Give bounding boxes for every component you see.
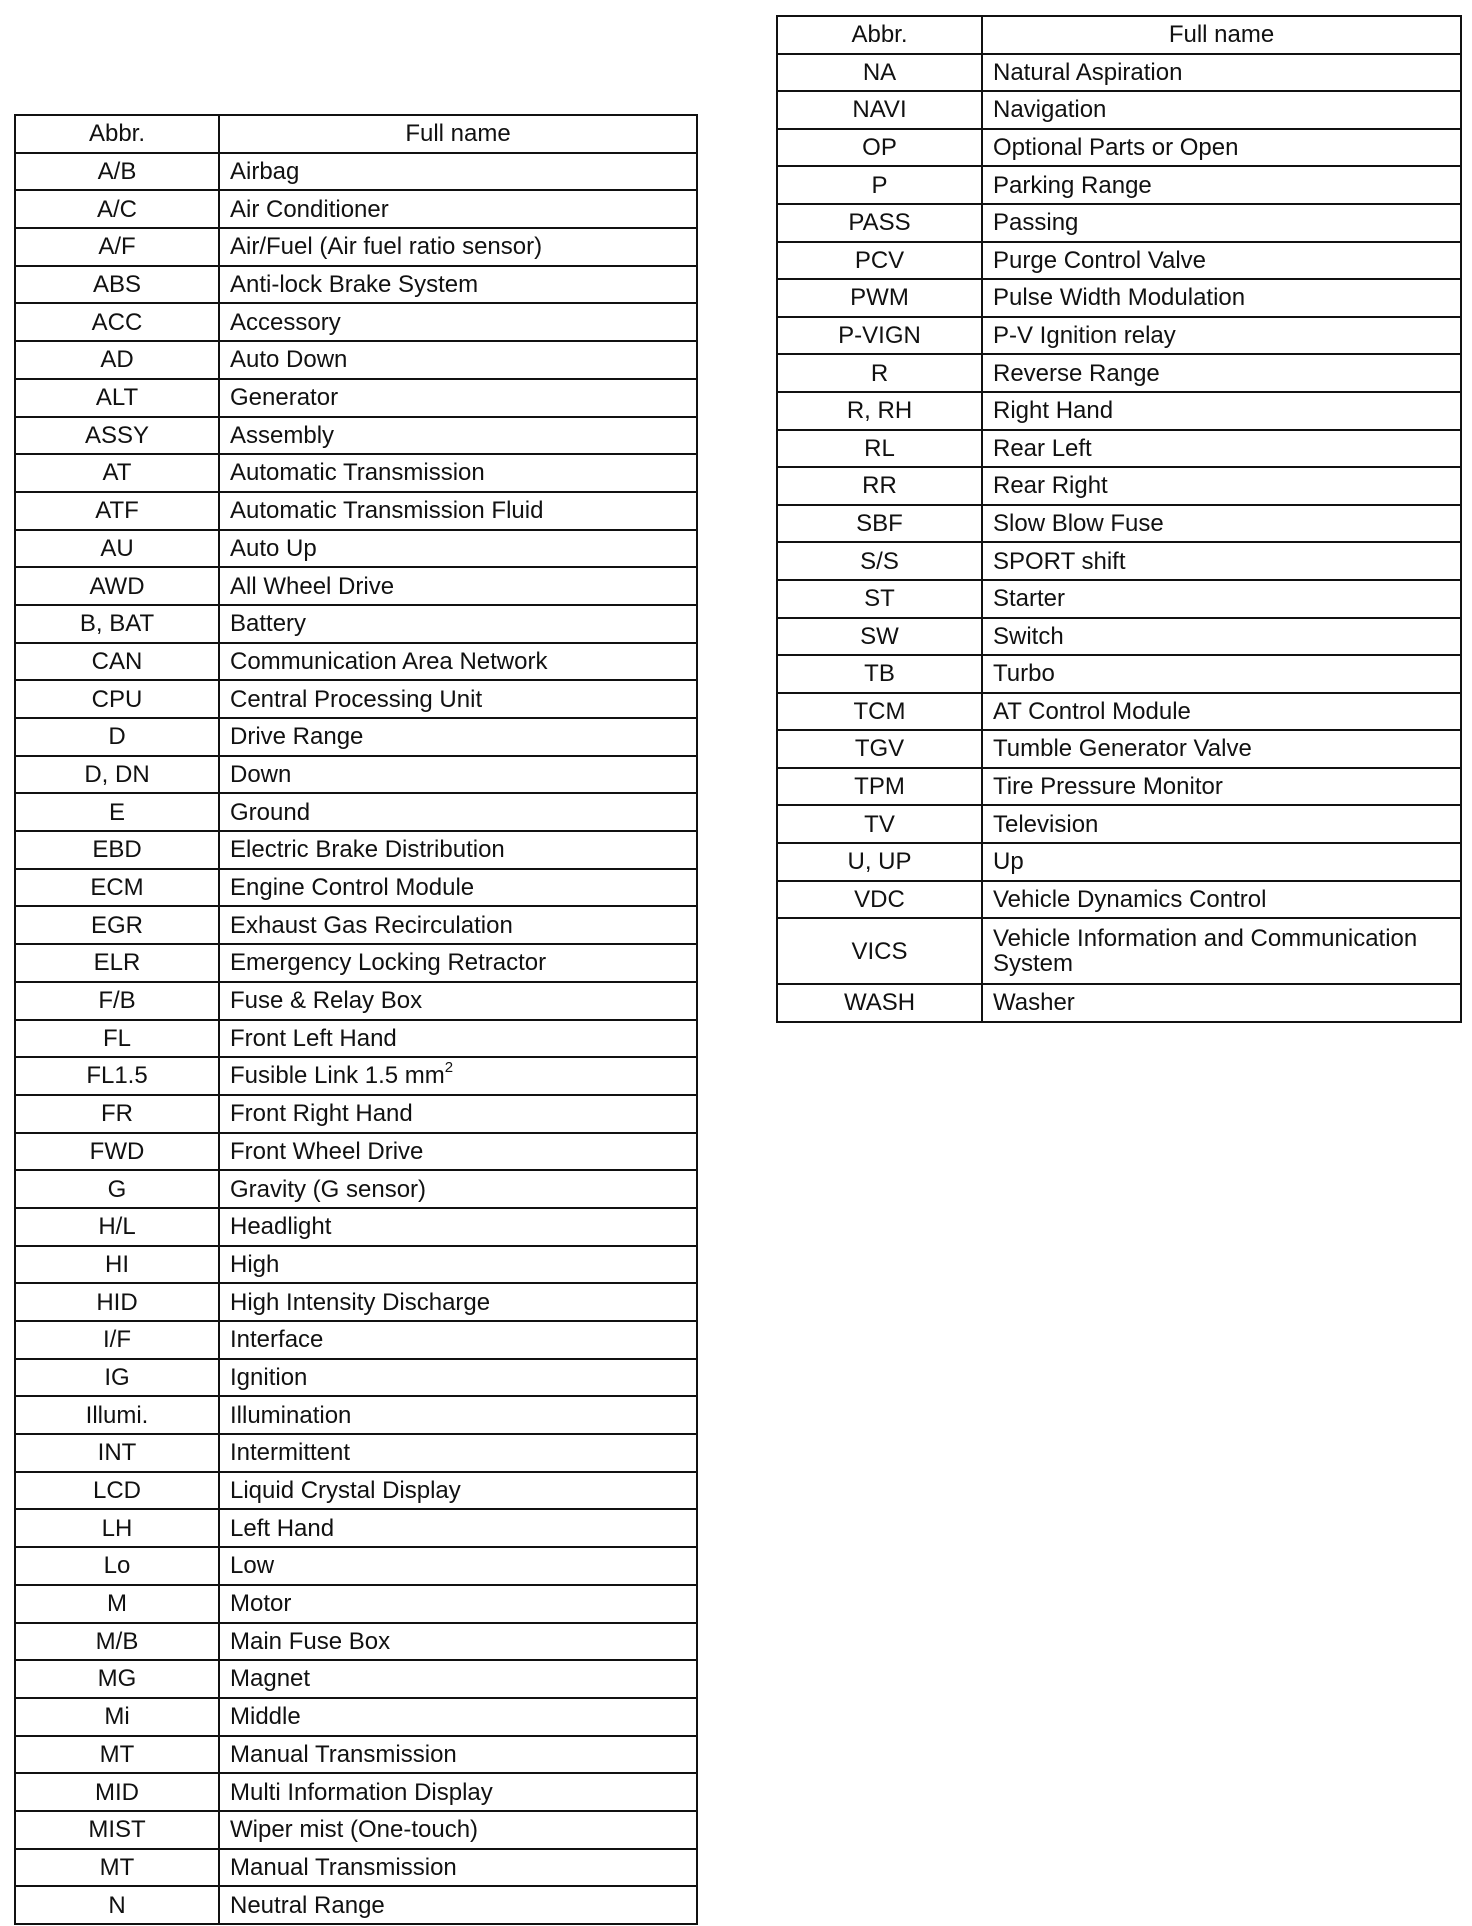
abbreviation-cell: P-VIGN [777,317,982,355]
full-name-cell: Left Hand [219,1509,697,1547]
table-header-row [15,115,697,153]
abbreviation-cell: SW [777,618,982,656]
abbreviation-cell: VDC [777,881,982,919]
table-row [777,430,1461,468]
table-row [777,129,1461,167]
full-name-cell: Generator [219,379,697,417]
abbreviation-cell: TCM [777,693,982,731]
abbreviation-cell: INT [15,1434,219,1472]
table-row [15,906,697,944]
table-row [15,530,697,568]
full-name-cell: Slow Blow Fuse [982,505,1461,543]
table-row [15,718,697,756]
abbreviation-cell: TGV [777,730,982,768]
table-row [777,984,1461,1022]
full-name-cell: P-V Ignition relay [982,317,1461,355]
full-name-cell: Down [219,756,697,794]
full-name-cell: Wiper mist (One-touch) [219,1811,697,1849]
abbr-column-header: Abbr. [15,115,219,153]
full-name-text: Fusible Link 1.5 mm [230,1062,445,1090]
abbreviation-cell: SBF [777,505,982,543]
table-row [15,1170,697,1208]
full-name-cell: Interface [219,1321,697,1359]
full-name-cell: Vehicle Dynamics Control [982,881,1461,919]
full-name-cell: Ground [219,793,697,831]
table-row [777,392,1461,430]
abbreviation-cell: WASH [777,984,982,1022]
table-row [777,467,1461,505]
abbr-column-header: Abbr. [777,16,982,54]
full-name-cell: Drive Range [219,718,697,756]
full-name-column-header: Full name [982,16,1461,54]
full-name-cell: Engine Control Module [219,869,697,907]
table-row [15,1020,697,1058]
table-row [777,505,1461,543]
full-name-cell: Main Fuse Box [219,1623,697,1661]
full-name-cell: Manual Transmission [219,1849,697,1887]
full-name-cell: Air/Fuel (Air fuel ratio sensor) [219,228,697,266]
table-row [15,1660,697,1698]
table-row [777,805,1461,843]
table-row [15,1736,697,1774]
table-row [15,1095,697,1133]
abbreviation-rows [15,153,697,1924]
table-row [15,1849,697,1887]
abbreviation-cell: MT [15,1849,219,1887]
full-name-cell: Navigation [982,91,1461,129]
full-name-cell: Reverse Range [982,354,1461,392]
table-row [777,204,1461,242]
table-row [777,542,1461,580]
abbreviation-cell: PWM [777,279,982,317]
full-name-cell: Magnet [219,1660,697,1698]
full-name-cell: Front Left Hand [219,1020,697,1058]
table-row [15,1434,697,1472]
abbreviation-cell: MT [15,1736,219,1774]
abbreviation-cell: NA [777,54,982,92]
full-name-cell: Auto Up [219,530,697,568]
abbreviation-cell: N [15,1886,219,1924]
table-row [15,869,697,907]
full-name-cell: Automatic Transmission Fluid [219,492,697,530]
table-row [15,982,697,1020]
table-row [15,379,697,417]
abbreviation-cell: NAVI [777,91,982,129]
abbreviation-table-left [14,114,698,1925]
full-name-cell: Motor [219,1585,697,1623]
table-row [15,605,697,643]
abbreviation-cell: HID [15,1283,219,1321]
full-name-cell: SPORT shift [982,542,1461,580]
abbreviation-cell: IG [15,1359,219,1397]
full-name-cell: Multi Information Display [219,1773,697,1811]
table-row [15,1585,697,1623]
table-row [15,944,697,982]
full-name-cell: AT Control Module [982,693,1461,731]
table-row [777,354,1461,392]
full-name-cell: Television [982,805,1461,843]
abbreviation-cell: AD [15,341,219,379]
table-row [777,279,1461,317]
full-name-cell: Switch [982,618,1461,656]
abbreviation-cell: ABS [15,266,219,304]
table-row [15,1472,697,1510]
abbreviation-cell: AWD [15,567,219,605]
full-name-cell: Right Hand [982,392,1461,430]
table-row [15,190,697,228]
abbreviation-cell: OP [777,129,982,167]
abbreviation-cell: FL1.5 [15,1057,219,1095]
table-row [15,454,697,492]
abbreviation-cell: ATF [15,492,219,530]
full-name-cell: Low [219,1547,697,1585]
full-name-cell: Exhaust Gas Recirculation [219,906,697,944]
table-row [15,1811,697,1849]
table-row [15,266,697,304]
full-name-cell: Electric Brake Distribution [219,831,697,869]
abbreviation-cell: LCD [15,1472,219,1510]
abbreviation-cell: I/F [15,1321,219,1359]
full-name-cell: Liquid Crystal Display [219,1472,697,1510]
full-name-column-header: Full name [219,115,697,153]
full-name-cell: Washer [982,984,1461,1022]
table-row [15,643,697,681]
table-row [777,843,1461,881]
full-name-cell: All Wheel Drive [219,567,697,605]
abbreviation-cell: ELR [15,944,219,982]
abbreviation-cell: CPU [15,680,219,718]
abbreviation-cell: ALT [15,379,219,417]
full-name-cell: Natural Aspiration [982,54,1461,92]
table-row [777,693,1461,731]
full-name-cell: Intermittent [219,1434,697,1472]
table-row [15,793,697,831]
abbreviation-cell: F/B [15,982,219,1020]
abbreviation-cell: MG [15,1660,219,1698]
full-name-cell: Turbo [982,655,1461,693]
full-name-cell: Manual Transmission [219,1736,697,1774]
table-row [15,228,697,266]
table-row [15,1359,697,1397]
abbreviation-cell: CAN [15,643,219,681]
full-name-cell: Pulse Width Modulation [982,279,1461,317]
abbreviation-cell: TV [777,805,982,843]
full-name-cell: Tire Pressure Monitor [982,768,1461,806]
abbreviation-cell: R [777,354,982,392]
full-name-cell: Rear Right [982,467,1461,505]
abbreviation-cell: B, BAT [15,605,219,643]
full-name-cell: High Intensity Discharge [219,1283,697,1321]
abbreviation-rows [777,54,1461,1022]
table-row [15,1698,697,1736]
table-row [777,655,1461,693]
full-name-cell: Battery [219,605,697,643]
full-name-cell: Up [982,843,1461,881]
abbreviation-cell: EGR [15,906,219,944]
table-row [15,680,697,718]
abbreviation-cell: Lo [15,1547,219,1585]
abbreviation-cell: TB [777,655,982,693]
abbreviation-cell: G [15,1170,219,1208]
abbreviation-table-right [776,15,1462,1023]
table-row [15,1246,697,1284]
abbreviation-cell: M/B [15,1623,219,1661]
abbreviation-cell: P [777,166,982,204]
table-row [777,317,1461,355]
table-row [777,768,1461,806]
abbreviation-cell: ASSY [15,417,219,455]
full-name-cell: Airbag [219,153,697,191]
full-name-cell: Parking Range [982,166,1461,204]
abbreviation-cell: M [15,1585,219,1623]
table-row [15,831,697,869]
table-row [15,492,697,530]
abbreviation-cell: LH [15,1509,219,1547]
table-row [15,1057,697,1095]
full-name-cell: Purge Control Valve [982,242,1461,280]
full-name-cell: Starter [982,580,1461,618]
abbreviation-cell: FR [15,1095,219,1133]
table-row [15,303,697,341]
full-name-cell: Front Right Hand [219,1095,697,1133]
abbreviation-cell: A/C [15,190,219,228]
full-name-cell: Tumble Generator Valve [982,730,1461,768]
full-name-cell: Headlight [219,1208,697,1246]
abbreviation-cell: TPM [777,768,982,806]
abbreviation-cell: VICS [777,918,982,984]
abbreviation-cell: D, DN [15,756,219,794]
table-row [15,1133,697,1171]
table-row [777,881,1461,919]
full-name-cell: Central Processing Unit [219,680,697,718]
table-row [15,1509,697,1547]
table-row [777,730,1461,768]
full-name-cell: Rear Left [982,430,1461,468]
table-row [15,1208,697,1246]
full-name-cell: Anti-lock Brake System [219,266,697,304]
table-row [777,242,1461,280]
table-row [777,54,1461,92]
abbreviation-cell: E [15,793,219,831]
abbreviation-cell: S/S [777,542,982,580]
abbreviation-cell: MID [15,1773,219,1811]
table-row [15,153,697,191]
full-name-cell: Gravity (G sensor) [219,1170,697,1208]
table-row [15,417,697,455]
full-name-cell: Accessory [219,303,697,341]
full-name-cell: Front Wheel Drive [219,1133,697,1171]
table-row [15,1773,697,1811]
abbreviation-cell: RR [777,467,982,505]
table-row [777,166,1461,204]
abbreviation-cell: ACC [15,303,219,341]
abbreviation-cell: U, UP [777,843,982,881]
table-row [15,1283,697,1321]
table-row [15,1623,697,1661]
full-name-cell: Vehicle Information and Communication System [982,918,1461,984]
table-row [15,341,697,379]
abbreviation-cell: ECM [15,869,219,907]
abbreviation-cell: D [15,718,219,756]
table-row [15,1886,697,1924]
full-name-cell: Communication Area Network [219,643,697,681]
abbreviation-cell: FL [15,1020,219,1058]
table-row [15,1547,697,1585]
full-name-cell: Optional Parts or Open [982,129,1461,167]
abbreviation-cell: RL [777,430,982,468]
full-name-cell: Fuse & Relay Box [219,982,697,1020]
abbreviation-cell: MIST [15,1811,219,1849]
full-name-cell: Ignition [219,1359,697,1397]
full-name-cell: Emergency Locking Retractor [219,944,697,982]
full-name-cell: Illumination [219,1396,697,1434]
abbreviation-cell: H/L [15,1208,219,1246]
abbreviation-cell: HI [15,1246,219,1284]
full-name-cell: Air Conditioner [219,190,697,228]
full-name-cell: High [219,1246,697,1284]
superscript: 2 [444,1059,454,1077]
full-name-cell: Neutral Range [219,1886,697,1924]
table-header-row [777,16,1461,54]
abbreviation-cell: A/F [15,228,219,266]
abbreviation-cell: AU [15,530,219,568]
full-name-cell: Middle [219,1698,697,1736]
abbreviation-cell: PASS [777,204,982,242]
abbreviation-cell: FWD [15,1133,219,1171]
full-name-cell: Auto Down [219,341,697,379]
full-name-cell: Automatic Transmission [219,454,697,492]
abbreviation-cell: R, RH [777,392,982,430]
table-row [777,91,1461,129]
abbreviation-cell: A/B [15,153,219,191]
table-row [15,756,697,794]
abbreviation-cell: AT [15,454,219,492]
table-row [15,1321,697,1359]
table-row [777,918,1461,984]
full-name-cell: Assembly [219,417,697,455]
table-row [777,580,1461,618]
table-row [15,567,697,605]
full-name-cell [219,1057,697,1095]
abbreviation-cell: ST [777,580,982,618]
abbreviation-cell: Illumi. [15,1396,219,1434]
abbreviation-cell: Mi [15,1698,219,1736]
abbreviation-cell: EBD [15,831,219,869]
full-name-cell: Passing [982,204,1461,242]
table-row [777,618,1461,656]
abbreviation-cell: PCV [777,242,982,280]
table-row [15,1396,697,1434]
